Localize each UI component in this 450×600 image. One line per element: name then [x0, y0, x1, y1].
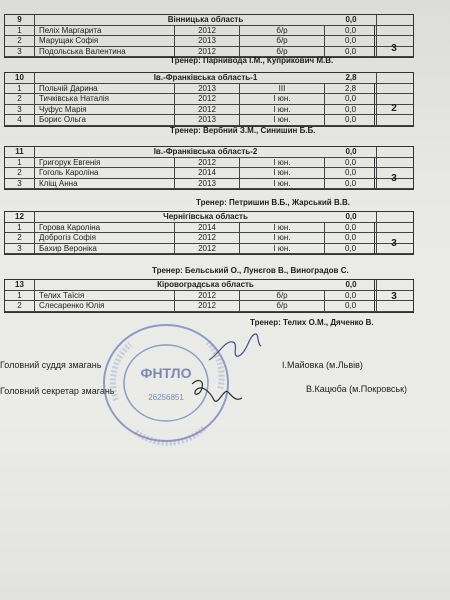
athlete-category: б/р	[240, 47, 325, 57]
coach-line: Тренер: Телих О.М., Дяченко В.	[250, 318, 374, 327]
athlete-points: 0,0	[325, 291, 377, 301]
athlete-number: 3	[5, 179, 35, 189]
team-table-11	[4, 146, 414, 190]
team-place: 3	[374, 157, 413, 189]
athlete-row	[5, 84, 413, 95]
region-points: 0,0	[345, 212, 357, 221]
athlete-name: Телих Таїсія	[35, 291, 175, 301]
athlete-name: Польчій Дарина	[35, 84, 175, 94]
athlete-points: 0,0	[325, 115, 377, 125]
athlete-number: 3	[5, 244, 35, 254]
athlete-number: 3	[5, 47, 35, 57]
athlete-number: 2	[5, 233, 35, 243]
athlete-category: III	[240, 84, 325, 94]
chief-judge-label: Головний суддя змагань	[0, 360, 102, 370]
athlete-year: 2012	[175, 94, 240, 104]
athlete-points: 0,0	[325, 301, 377, 311]
team-number: 9	[5, 15, 35, 25]
region-name: Кіровоградська область	[35, 280, 377, 290]
athlete-year: 2013	[175, 115, 240, 125]
athlete-row	[5, 26, 413, 37]
athlete-points: 0,0	[325, 36, 377, 46]
athlete-year: 2012	[175, 47, 240, 57]
athlete-name: Пеліх Маргарита	[35, 26, 175, 36]
athlete-row	[5, 168, 413, 179]
athlete-year: 2013	[175, 84, 240, 94]
athlete-name: Горова Кароліна	[35, 223, 175, 233]
athlete-year: 2012	[175, 26, 240, 36]
secretary-signature	[186, 374, 246, 410]
athlete-points: 0,0	[325, 47, 377, 57]
athlete-number: 1	[5, 26, 35, 36]
team-table-10	[4, 72, 414, 127]
athlete-category: I юн.	[240, 179, 325, 189]
athlete-year: 2013	[175, 179, 240, 189]
athlete-number: 2	[5, 301, 35, 311]
secretary-label: Головний секретар змагань	[0, 386, 115, 396]
athlete-row	[5, 244, 413, 255]
athlete-name: Гоголь Кароліна	[35, 168, 175, 178]
chief-judge-signature	[205, 330, 265, 370]
athlete-category: I юн.	[240, 158, 325, 168]
athlete-name: Доброгіз Софія	[35, 233, 175, 243]
athlete-category: I юн.	[240, 223, 325, 233]
athlete-points: 0,0	[325, 26, 377, 36]
athlete-points: 0,0	[325, 223, 377, 233]
athlete-year: 2012	[175, 233, 240, 243]
team-header-row	[5, 147, 413, 158]
athlete-category: I юн.	[240, 105, 325, 115]
region-points: 0,0	[345, 280, 357, 289]
athlete-points: 0,0	[325, 233, 377, 243]
athlete-row	[5, 179, 413, 190]
coach-line: Тренер: Вербний З.М., Синишин Б.Б.	[170, 126, 316, 135]
athlete-year: 2012	[175, 105, 240, 115]
athlete-category: б/р	[240, 301, 325, 311]
team-place: 3	[374, 25, 413, 57]
athlete-name: Бахир Вероніка	[35, 244, 175, 254]
region-name: Вінницька область	[35, 15, 377, 25]
athlete-year: 2013	[175, 36, 240, 46]
athlete-name: Подольська Валентина	[35, 47, 175, 57]
region-points: 2,8	[345, 73, 357, 82]
athlete-row	[5, 94, 413, 105]
chief-judge-name: І.Майовка (м.Львів)	[282, 360, 363, 370]
athlete-year: 2014	[175, 168, 240, 178]
athlete-points: 0,0	[325, 94, 377, 104]
athlete-name: Слесаренко Юлія	[35, 301, 175, 311]
region-name: Ів.-Франківська область-1	[35, 73, 377, 83]
secretary-name: В.Кацюба (м.Покровськ)	[306, 384, 408, 394]
team-number: 13	[5, 280, 35, 290]
athlete-points: 0,0	[325, 168, 377, 178]
team-place: 2	[374, 83, 413, 125]
athlete-points: 2,8	[325, 84, 377, 94]
team-place: 3	[374, 222, 413, 254]
athlete-row	[5, 223, 413, 234]
team-header-row	[5, 73, 413, 84]
athlete-number: 1	[5, 158, 35, 168]
athlete-year: 2012	[175, 301, 240, 311]
athlete-category: I юн.	[240, 115, 325, 125]
athlete-row	[5, 301, 413, 312]
stamp-center-text: ФНТЛО	[140, 365, 192, 381]
athlete-row	[5, 105, 413, 116]
athlete-number: 4	[5, 115, 35, 125]
team-number: 11	[5, 147, 35, 157]
athlete-category: б/р	[240, 26, 325, 36]
athlete-points: 0,0	[325, 158, 377, 168]
region-name: Ів.-Франківська область-2	[35, 147, 377, 157]
coach-line: Тренер: Парнивода І.М., Куприкович М.В.	[170, 56, 334, 65]
athlete-number: 2	[5, 168, 35, 178]
athlete-category: I юн.	[240, 244, 325, 254]
athlete-row	[5, 233, 413, 244]
coach-line: Тренер: Петришин В.Б., Жарський В.В.	[196, 198, 350, 207]
athlete-points: 0,0	[325, 179, 377, 189]
athlete-year: 2014	[175, 223, 240, 233]
team-number: 10	[5, 73, 35, 83]
team-table-9	[4, 14, 414, 58]
team-header-row	[5, 280, 413, 291]
athlete-row	[5, 158, 413, 169]
athlete-category: I юн.	[240, 233, 325, 243]
athlete-number: 1	[5, 223, 35, 233]
athlete-year: 2012	[175, 291, 240, 301]
team-number: 12	[5, 212, 35, 222]
team-place: 3	[374, 280, 413, 312]
athlete-category: б/р	[240, 36, 325, 46]
athlete-name: Чуфус Марія	[35, 105, 175, 115]
athlete-year: 2012	[175, 158, 240, 168]
athlete-points: 0,0	[325, 105, 377, 115]
athlete-number: 2	[5, 36, 35, 46]
athlete-row	[5, 115, 413, 126]
team-header-row	[5, 212, 413, 223]
athlete-name: Тичківська Наталія	[35, 94, 175, 104]
athlete-category: I юн.	[240, 168, 325, 178]
athlete-category: б/р	[240, 291, 325, 301]
athlete-year: 2012	[175, 244, 240, 254]
athlete-name: Борис Ольга	[35, 115, 175, 125]
athlete-category: I юн.	[240, 94, 325, 104]
coach-line: Тренер: Бельський О., Лунєгов В., Виноградов С.	[152, 266, 349, 275]
athlete-name: Григорук Евгенія	[35, 158, 175, 168]
athlete-number: 1	[5, 84, 35, 94]
athlete-points: 0,0	[325, 244, 377, 254]
athlete-number: 3	[5, 105, 35, 115]
athlete-number: 2	[5, 94, 35, 104]
team-table-13	[4, 279, 414, 313]
region-points: 0,0	[345, 15, 357, 24]
team-table-12	[4, 211, 414, 255]
athlete-row	[5, 36, 413, 47]
region-name: Чернігівська область	[35, 212, 377, 222]
team-header-row	[5, 15, 413, 26]
athlete-number: 1	[5, 291, 35, 301]
region-points: 0,0	[345, 147, 357, 156]
stamp-code-text: 26256851	[148, 393, 184, 402]
athlete-name: Марущак Софія	[35, 36, 175, 46]
athlete-row	[5, 291, 413, 302]
athlete-name: Кліщ Анна	[35, 179, 175, 189]
